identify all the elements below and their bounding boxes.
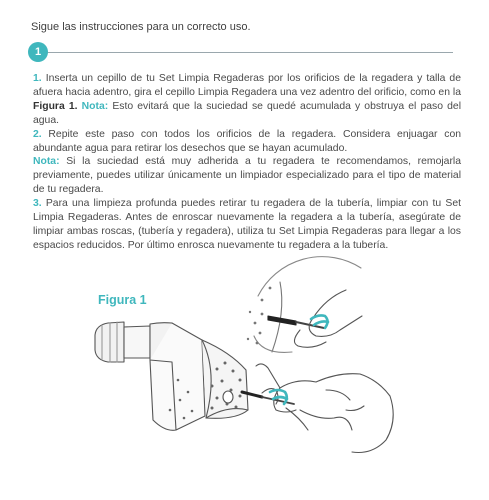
step-1-text: Inserta un cepillo de tu Set Limpia Regaderas por los orificios de la regadera y talla de afuera hacia adentro, gira el cepillo Limpia Regadera una vez adentro del orificio, como en la [33,73,461,98]
note-label: Nota: [33,156,60,168]
figure-label: Figura 1 [98,293,147,307]
step-2-number: 2. [33,128,42,140]
intro-text: Sigue las instrucciones para un correcto uso. [31,21,251,33]
step-1-note-label: Nota: [81,100,109,112]
step-3-text: Para una limpieza profunda puedes retirar tu regadera de la tubería, limpiar con tu Set Limpia Regaderas. Antes de enroscar nuevamente la regadera a la tubería, asegúrate de limpiar ambas roscas, (tubería y regadera), utiliza tu Set Limpia Regaderas para llegar a los espacios reducidos. Por último enrosca nuevamente tu regadera a la tubería. [33,198,461,251]
step-3-number: 3. [33,198,42,210]
step-number-badge: 1 [28,42,48,62]
figure-reference: Figura 1. [33,100,78,112]
step-1-number: 1. [33,73,42,84]
note-text: Si la suciedad está muy adherida a tu regadera te recomendamos, remojarla previamente, puedes utilizar únicamente un limpiador especializado para el tipo de material de tu regadera. [33,156,461,196]
step-1-note-text: Esto evitará que la suciedad se quedé acumulada y obstruya el paso del agua. [33,100,461,126]
step-2-text: Repite este paso con todos los orificios de la regadera. Considera enjuagar con abundante agua para retirar los desechos que se hayan acumulado. [33,128,461,154]
hand-illustration [242,364,393,453]
zoom-detail-circle [247,257,362,353]
shower-head-illustration [95,322,248,430]
